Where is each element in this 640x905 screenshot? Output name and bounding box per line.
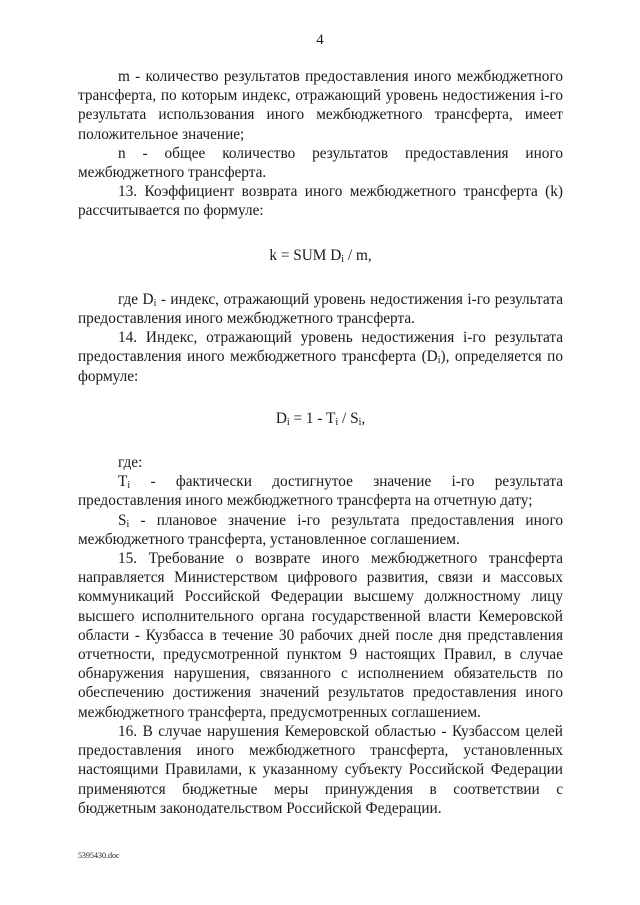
paragraph-t-definition: [78, 472, 563, 510]
paragraph-n-definition: n - общее количество результатов предоставления иного межбюджетного трансферта.: [78, 144, 563, 182]
para14-sub: i: [437, 355, 441, 367]
formula-d-end: ,: [361, 409, 366, 427]
para14-text1: 14. Индекс, отражающий уровень недостижения i-го результата предоставления иного межбюджетного трансферта (D: [78, 329, 563, 366]
formula-k-sub: i: [341, 253, 345, 265]
formula-k-rhs: / m,: [344, 246, 372, 264]
formula-k: [78, 246, 563, 265]
formula-d: [78, 409, 563, 428]
formula-d-d-sub: i: [286, 416, 290, 428]
paragraph-s-definition: [78, 511, 563, 549]
t-letter: T: [118, 473, 128, 491]
paragraph-14: [78, 328, 563, 386]
footer-filename: 5395430.doc: [78, 851, 120, 860]
formula-d-t-sub: i: [335, 416, 339, 428]
where-d-sub: i: [153, 297, 157, 309]
paragraph-16: 16. В случае нарушения Кемеровской областью - Кузбассом целей предоставления иного межбюджетного трансферта, установленных настоящими Правилами, к указанному субъекту Российской Федерации применяются бюджетные меры принуждения в соответствии с бюджетным законодательством Российской Федерации.: [78, 722, 563, 817]
s-sub: i: [126, 518, 130, 530]
formula-d-s-sub: i: [358, 416, 362, 428]
formula-d-d: D: [275, 409, 287, 427]
formula-d-mid: = 1 - T: [289, 409, 336, 427]
t-sub: i: [127, 480, 131, 492]
paragraph-where-d: [78, 290, 563, 328]
paragraph-15: 15. Требование о возврате иного межбюджетного трансферта направляется Министерством цифрового развития, связи и массовых коммуникаций Российской Федерации высшему должностному лицу высшего исполнительного органа государственной власти Кемеровской области - Кузбасса в течение 30 рабочих дней после дня представления отчетности, предусмотренной пунктом 9 настоящих Правил, в случае обнаружения нарушения, связанного с исполнением обязательств по обеспечению достижения значений результатов предоставления иного межбюджетного трансферта, предусмотренных соглашением.: [78, 550, 563, 721]
s-letter: S: [118, 511, 127, 529]
t-text: - фактически достигнутое значение i-го результата предоставления иного межбюджетного трансферта на отчетную дату;: [78, 473, 563, 510]
s-text: - плановое значение i-го результата предоставления иного межбюджетного трансферта, установленное соглашением.: [78, 511, 563, 548]
para14-text2: ), определяется по формуле:: [78, 348, 564, 385]
document-body: [78, 67, 563, 818]
page-number: 4: [316, 32, 324, 48]
where-label: где:: [118, 454, 143, 472]
where-d-text: - индекс, отражающий уровень недостижения i-го результата предоставления иного межбюджетного трансферта.: [78, 290, 563, 328]
paragraph-m-definition: m - количество результатов предоставления иного межбюджетного трансферта, по которым индекс, отражающий уровень недостижения i-го результата использования иного межбюджетного трансферта, имеет положительное значение;: [78, 68, 563, 143]
formula-k-lhs: k = SUM D: [269, 246, 342, 264]
paragraph-13: 13. Коэффициент возврата иного межбюджетного трансферта (k) рассчитывается по формуле:: [78, 183, 563, 220]
where-d-prefix: где D: [118, 290, 154, 308]
formula-d-slash: / S: [338, 409, 359, 427]
